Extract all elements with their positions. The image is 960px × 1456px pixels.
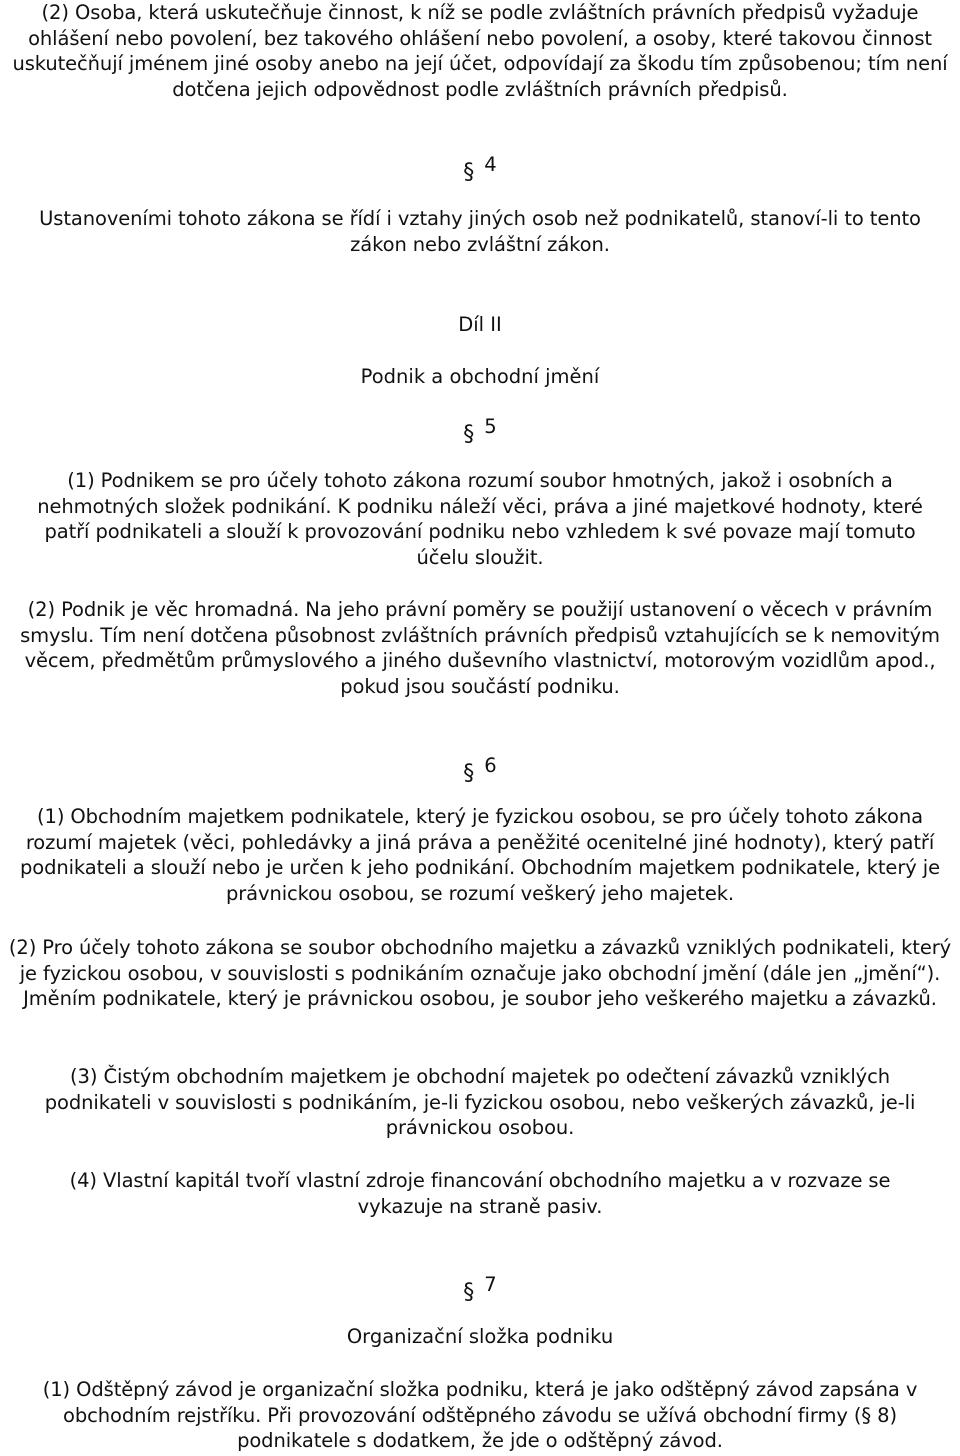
paragraph-3-2: (2) Osoba, která uskutečňuje činnost, k níž se podle zvláštních právních předpisů vyžaduje ohlášení nebo povolení, bez takového ohlášení nebo povolení, a osoby, které takovou činnost uskutečňují jménem jiné osoby anebo na její účet, odpovídají za škodu tím způsobenou; tím není dotčena jejich odpovědnost podle zvláštních právních předpisů. <box>12 1 948 102</box>
paragraph-7-1: (1) Odštěpný závod je organizační složka podniku, která je jako odštěpný závod zapsána v obchodním rejstříku. Při provozování odštěpného závodu se užívá obchodní firmy (§ 8) podnikatele s dodatkem, že jde o odštěpný závod. <box>42 1378 918 1453</box>
section-symbol: § <box>463 160 475 185</box>
section-number: 6 <box>484 754 497 777</box>
paragraph-6-1: (1) Obchodním majetkem podnikatele, který je fyzickou osobou, se pro účely tohoto zákona rozumí majetek (věci, pohledávky a jiná práva a peněžité ocenitelné jiné hodnoty), který patří podnikateli a slouží nebo je určen k jeho podnikání. Obchodním majetkem podnikatele, který je právnickou osobou, se rozumí veškerý jeho majetek. <box>19 805 941 906</box>
section-number: 7 <box>484 1273 497 1296</box>
part-heading: Díl II <box>458 313 502 336</box>
section-5-heading <box>0 414 960 447</box>
part-title: Podnik a obchodní jmění <box>360 365 600 388</box>
section-7-title: Organizační složka podniku <box>346 1325 614 1348</box>
paragraph-6-4: (4) Vlastní kapitál tvoří vlastní zdroje financování obchodního majetku a v rozvaze se vykazuje na straně pasiv. <box>69 1169 891 1218</box>
section-number: 5 <box>484 415 497 438</box>
section-6-heading <box>0 753 960 786</box>
section-symbol: § <box>463 422 475 447</box>
paragraph-4: Ustanoveními tohoto zákona se řídí i vztahy jiných osob než podnikatelů, stanoví-li to tento zákon nebo zvláštní zákon. <box>39 207 921 256</box>
section-4-heading <box>0 152 960 185</box>
section-7-heading <box>0 1272 960 1305</box>
section-symbol: § <box>463 1280 475 1305</box>
paragraph-5-2: (2) Podnik je věc hromadná. Na jeho právní poměry se použijí ustanovení o věcech v právním smyslu. Tím není dotčena působnost zvláštních právních předpisů vztahujících se k nemovitým věcem, předmětům průmyslového a jiného duševního vlastnictví, motorovým vozidlům apod., pokud jsou součástí podniku. <box>20 598 940 699</box>
section-symbol: § <box>463 761 475 786</box>
paragraph-6-2: (2) Pro účely tohoto zákona se soubor obchodního majetku a závazků vzniklých podnikateli, který je fyzickou osobou, v souvislosti s podnikáním označuje jako obchodní jmění (dále jen „jmění“). Jměním podnikatele, který je právnickou osobou, je soubor jeho veškerého majetku a závazků. <box>8 936 952 1011</box>
paragraph-5-1: (1) Podnikem se pro účely tohoto zákona rozumí soubor hmotných, jakož i osobních a nehmotných složek podnikání. K podniku náleží věci, práva a jiné majetkové hodnoty, které patří podnikateli a slouží k provozování podniku nebo vzhledem k své povaze mají tomuto účelu sloužit. <box>37 469 923 570</box>
section-number: 4 <box>484 153 497 176</box>
paragraph-6-3: (3) Čistým obchodním majetkem je obchodní majetek po odečtení závazků vzniklých podnikateli v souvislosti s podnikáním, je-li fyzickou osobou, nebo veškerých závazků, je-li právnickou osobou. <box>44 1065 916 1140</box>
